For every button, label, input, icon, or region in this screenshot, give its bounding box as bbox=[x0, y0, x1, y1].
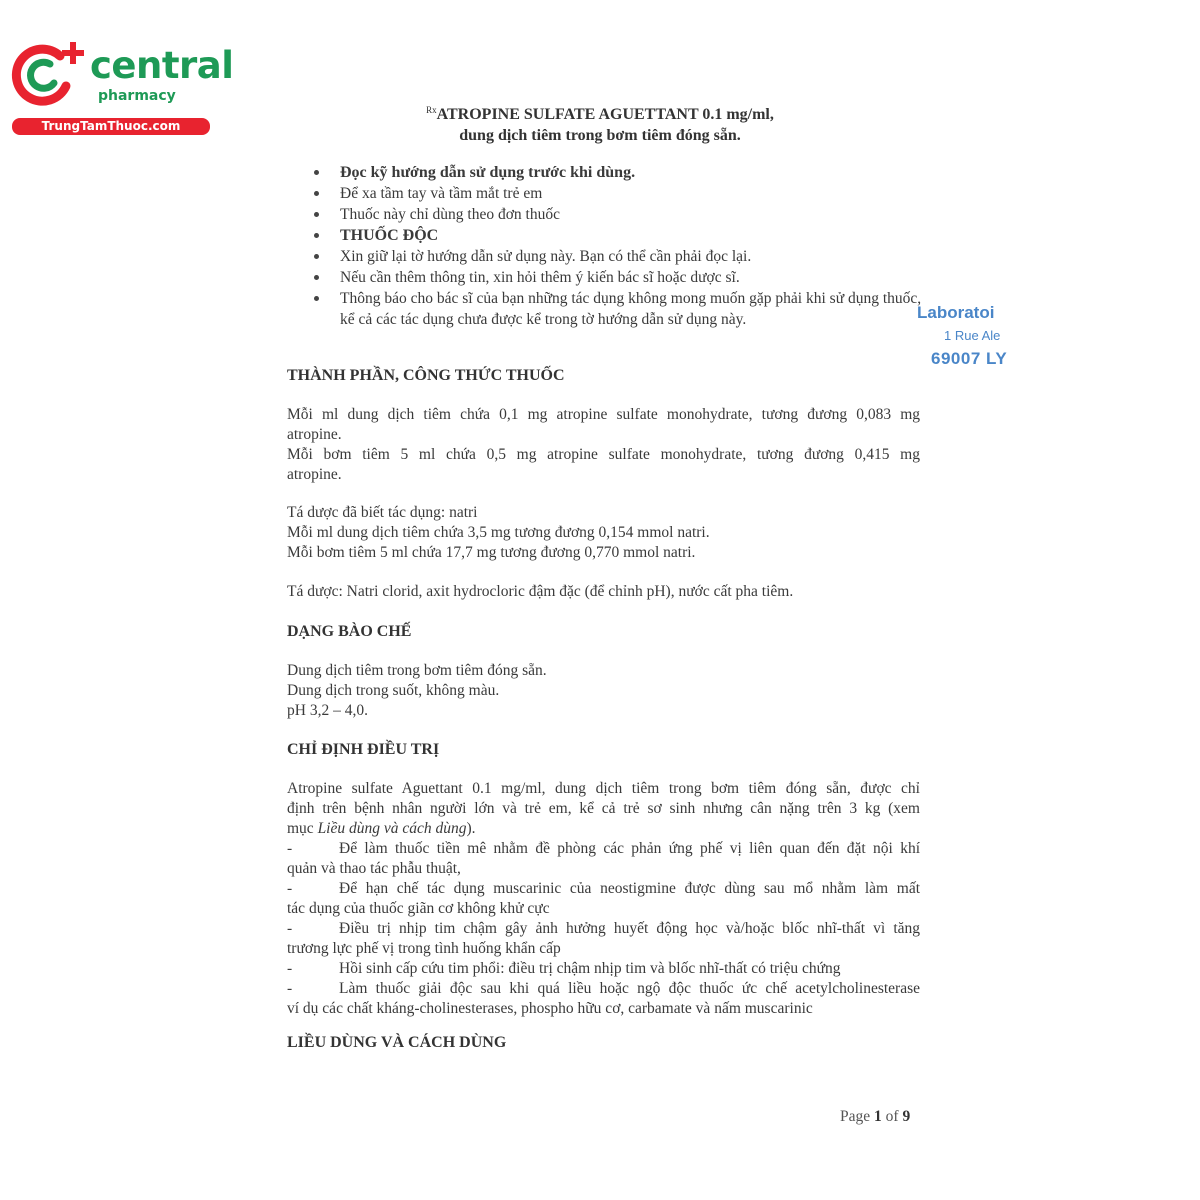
brand-subtitle: pharmacy bbox=[98, 88, 176, 104]
section-heading-administration: LIỀU DÙNG VÀ CÁCH DÙNG bbox=[287, 1034, 507, 1051]
brand-url: TrungTamThuoc.com bbox=[12, 118, 210, 135]
composition-text-2: Tá dược đã biết tác dụng: natri Mỗi ml dung dịch tiêm chứa 3,5 mg tương đương 0,154 mmol natri. Mỗi bơm tiêm 5 ml chứa 17,7 mg tương đương 0,770 mmol natri. bbox=[287, 504, 710, 561]
stamp-line-2: 1 Rue Ale bbox=[944, 328, 1001, 343]
dosage-form-text: Dung dịch tiêm trong bơm tiêm đóng sẵn. Dung dịch trong suốt, không màu. pH 3,2 – 4,0. bbox=[287, 662, 547, 719]
rx-symbol: Rx bbox=[426, 105, 437, 115]
indications-text: Atropine sulfate Aguettant 0.1 mg/ml, dung dịch tiêm trong bơm tiêm đóng sẵn, được chỉ định trên bệnh nhân người lớn và trẻ em, kể cả trẻ sơ sinh nhưng cân nặng trên 3 kg (xem mục Liều dùng và cách dùng). - Để làm thuốc tiền mê nhằm đề phòng các phản ứng phế vị liên quan đến đặt nội khí quản và thao tác phẫu thuật, - Để hạn chế tác dụng muscarinic của neostigmine được dùng sau mổ nhằm làm mất tác dụng của thuốc giãn cơ không khử cực - Điều trị nhịp tim chậm gây ảnh hưởng huyết động học và/hoặc blốc nhĩ-thất vì tăng trương lực phế vị trong tình huống khẩn cấp - Hồi sinh cấp cứu tim phổi: điều trị chậm nhịp tim và blốc nhĩ-thất có triệu chứng - Làm thuốc giải độc sau khi quá liều hoặc ngộ độc thuốc ức chế acetylcholinesterase ví dụ các chất kháng-cholinesterases, phospho hữu cơ, carbamate và nấm muscarinic bbox=[287, 780, 920, 1017]
list-item: Để xa tầm tay và tầm mắt trẻ em bbox=[313, 183, 925, 204]
list-item: THUỐC ĐỘC bbox=[313, 225, 925, 246]
stamp-line-3: 69007 LY bbox=[931, 349, 1008, 368]
page-number: Page 1 of 9 bbox=[840, 1108, 911, 1125]
section-heading-composition: THÀNH PHẦN, CÔNG THỨC THUỐC bbox=[287, 367, 565, 384]
section-heading-indications: CHỈ ĐỊNH ĐIỀU TRỊ bbox=[287, 741, 440, 758]
composition-text-1: Mỗi ml dung dịch tiêm chứa 0,1 mg atropine sulfate monohydrate, tương đương 0,083 mg atropine. Mỗi bơm tiêm 5 ml chứa 0,5 mg atropine sulfate monohydrate, tương đương 0,415 mg atropine. bbox=[287, 406, 920, 483]
title-line-2: dung dịch tiêm trong bơm tiêm đóng sẵn. bbox=[459, 127, 741, 144]
brand-logo bbox=[10, 38, 234, 138]
warning-list bbox=[313, 162, 925, 330]
list-item: Đọc kỹ hướng dẫn sử dụng trước khi dùng. bbox=[313, 162, 925, 183]
document-title bbox=[300, 100, 900, 146]
list-item: Thuốc này chỉ dùng theo đơn thuốc bbox=[313, 204, 925, 225]
manufacturer-stamp bbox=[905, 303, 1015, 373]
section-heading-dosage-form: DẠNG BÀO CHẾ bbox=[287, 623, 412, 640]
brand-name: central bbox=[90, 44, 234, 87]
stamp-line-1: Laboratoi bbox=[917, 303, 995, 322]
pharmacy-cross-icon bbox=[10, 38, 90, 110]
title-line-1: ATROPINE SULFATE AGUETTANT 0.1 mg/ml, bbox=[436, 106, 774, 123]
list-item: Nếu cần thêm thông tin, xin hỏi thêm ý kiến bác sĩ hoặc dược sĩ. bbox=[313, 267, 925, 288]
composition-excipients: Tá dược: Natri clorid, axit hydrocloric đậm đặc (để chỉnh pH), nước cất pha tiêm. bbox=[287, 583, 794, 600]
list-item: Xin giữ lại tờ hướng dẫn sử dụng này. Bạn có thể cần phải đọc lại. bbox=[313, 246, 925, 267]
list-item: Thông báo cho bác sĩ của bạn những tác dụng không mong muốn gặp phải khi sử dụng thuốc, kể cả các tác dụng chưa được kể trong tờ hướng dẫn sử dụng này. bbox=[313, 288, 925, 330]
